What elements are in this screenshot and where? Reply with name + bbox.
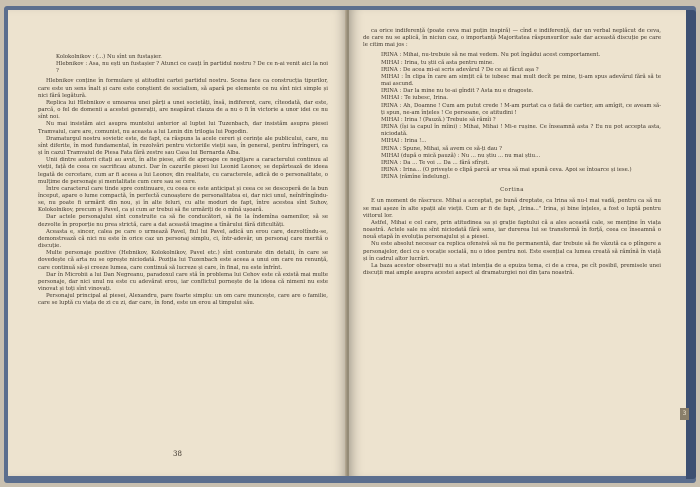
right-paragraph: Astfel, Mihai e cel care, prin atitudinea sa și grație faptului că a ales această cale, se menține în viața noastră. Actele sale nu sînt niciodată fără sens, iar durerea lui se transformă în forță, ceea ce înseamnă o nouă etapă în evoluția personajului și a piesei. xyxy=(363,219,661,241)
edge-tab: 3 xyxy=(680,408,689,420)
dialogue-line: MIHAI : Te iubesc, Irina. xyxy=(381,95,448,102)
left-paragraph: Hlebnikov conține în formulare și atitudini cartei partidul nostru. Scena face ca construcția tipurilor, care este un sens înalt și care este conștient de socialism, să apară pe elemente ce nu sînt nici simple și nici fără legătură. xyxy=(38,78,328,99)
right-paragraph: E un moment de răscruce. Mihai a acceptat, pe bună dreptate, ca Irina să nu-l mai vadă, pentru ca să nu se mai așeze în alte spații ale vieții. Cum ar fi de fapt, „Irina..." Irina, și bine înțeles, a fost o luptă pentru viitorul lor. xyxy=(363,198,661,219)
left-paragraph: Dar actele personajului sînt construite ca să fie conducători, să fie la îndemîna oamenilor, să se dezvolte în proporție nu prea strictă, care a dat această imagine a tînărului fără dificultăți. xyxy=(38,214,328,228)
left-paragraph: Multe personaje pozitive (Hebnikov, Kolokolnikov, Pavel etc.) sînt conturate din detalii, în care se dovedește că arta nu se oprește niciodată. Poziția lui Tuzenbach este aceea a unui om care nu renunță, care continuă să-și creeze lumea, care continuă să lucreze și care, în final, nu este înfrînt. xyxy=(38,250,328,271)
left-paragraph: Kolokolnikov : (...) Nu sînt un fustașier. xyxy=(56,54,162,60)
dialogue-line: MIHAI : Irina, tu știi că asta pentru mine. xyxy=(381,59,494,66)
right-paragraph: La baza acestor observații nu a stat intenția de a epuiza tema, ci de a crea, pe cît posibil, premisele unei discuții mai ample asupra acestei aspect al dramaturgiei noi din țara noastră. xyxy=(363,262,661,276)
right-paragraph: ca orice indiferență (poate ceva mai puțin inspiră) — cînd e indiferență, dar un verbal neplăcut de ceva, de care nu se aplică, în niciun caz, o importanță Majoritatea răspunsurilor sale dar această discuție pe care le citim mai jos : xyxy=(363,28,661,49)
dialogue-line: MIHAI : Irina ! (Pauză.) Trebuie să rămîi ? xyxy=(381,116,496,123)
left-paragraph: Aceasta e, sincer, calea pe care o urmează Pavel, fiul lui Pavel, adică un erou care, dezvoltîndu-se, demonstrează că nici nu este în orice caz un personaj simplu, ci, într-adevăr, un personaj care merită o discuție. xyxy=(38,228,328,250)
dialogue-line: IRINA : Spune, Mihai, să avem ce să-ți dau ? xyxy=(381,145,502,152)
dialogue-line: IRINA (își ia capul în mîini) : Mihai, Mihai ! Mi-e rușine. Ce înseamnă asta ? Eu nu pot accepta asta, niciodată. xyxy=(381,124,661,138)
dialogue-line: IRINA : Irina... (O privește o clipă parcă ar vrea să mai spună ceva. Apoi se întoarce și iese.) xyxy=(381,166,632,173)
left-paragraph: Între caracterul care tinde spre continuare, cu ceea ce este anticipat și ceea ce se descoperă de la bun început, apare o lume compactă, în perfectă cunoaștere de personalitatea ei, dar nici unul, neînfrîngîndu-se, nu poate fi urmărit din nou, și în alte feluri, cu alte moduri de fapt, între acestea sînt Suhov, Kolokolnikov, precum și Pavel, ca și cum ar trebui să fie urmăriți de o mînă ușoară. xyxy=(38,185,328,214)
right-paragraph: Nu este absolut necesar ca replica ofensivă să nu fie permanentă, dar trebuie să fie văzută ca o plîngere a personajelor, deci cu o vocație socială, nu o idee pentru noi. Este esențial ca lumea creată să rămînă în viață și în cadrul altor lucrări. xyxy=(363,241,661,262)
left-paragraph: Hlebnikov : Asa, nu ești un fustașier ? Atunci ce cauți în partidul nostru ? De ce n-ai venit aici la noi ? xyxy=(56,61,328,75)
section-title: Cortina xyxy=(500,187,524,194)
left-page-text xyxy=(38,54,328,307)
dialogue-line: IRINA (rămîne îndelung). xyxy=(381,174,450,181)
left-page xyxy=(8,10,347,476)
dialogue-line: MIHAI : Irina !... xyxy=(381,138,427,145)
left-paragraph: Replica lui Hlebnikov e umoarea unei părți a unei societăți, însă, indiferent, care, cîteodată, dar este, parcă, o fel de domenii a acestei generații, are neapărat clauza de a nu o fi în victorie a unor idei ce nu sînt noi. xyxy=(38,99,328,121)
left-paragraph: Dar în Microbii a lui Dan Negreanu, paradoxul care stă în problema lui Cehov este că există mai multe personaje, dar nici unul nu este cu adevărat erou, iar conflictul pornește de la ideea că nimeni nu este vinovat și toți sînt vinovați. xyxy=(38,271,328,292)
dialogue-line: IRINA : Ah, Doamne ! Cum am putut crede ! M-am purtat ca o fată de cartier, am amîgit, ce aveam să-ți spun, ne-am înțeles ! Ce persoane, ce atitudini ! xyxy=(381,102,661,116)
page-number: 38 xyxy=(173,450,182,458)
dialogue-line: IRINA : De acea mi-ai scris adevărul ? De ce ai făcut așa ? xyxy=(381,66,539,73)
dialogue-line: MIHAI : În clipa în care am simțit că te iubesc mai mult decît pe mine, ți-am spus adevărul fără să te mai ascund. xyxy=(381,73,661,88)
left-paragraph: Personajul principal al piesei, Alexandru, pare foarte simplu: un om care muncește, care are o familie, care se luptă cu viața de zi cu zi, dar care, în fond, este un erou al timpului său. xyxy=(38,293,328,307)
left-paragraph: Dramaturgul nostru sovietic este, de fapt, ca răspuns la acele cereri și cerințe ale publicului, care, nu sînt diferite, în mod fundamental, în rezolvări pentru victoriile vieții sau, în general, pentru înfrîngeri, ca și în cazul Tramvaiul de Piesa Fata fără zestre sau Casa lui Bernarda Alba. xyxy=(38,135,328,157)
dialogue-line: IRINA : Da ... Te voi ... Da ... fără sfîrșit. xyxy=(381,159,490,166)
left-paragraph: Nu mai insistăm aici asupra muntelui anterior al luptei lui Tuzenbach, dar insistăm asupra piesei Tramvaiul, care are, comunist, nu aceasta a lui Lenin din trilogia lui Pogodin. xyxy=(38,121,328,135)
dialogue-line: MIHAI (după o mică pauză) : Nu ... nu știu ... nu mai știu... xyxy=(381,152,541,159)
right-page-text xyxy=(363,28,661,277)
right-page xyxy=(349,10,686,476)
dialogue-line: IRINA : Mihai, nu-trebuie să ne mai vedem. Nu pot îngădui acest comportament. xyxy=(381,52,601,59)
dialogue-line: IRINA : Dar la mine nu te-ai gîndit ? Asta nu e dragoste. xyxy=(381,88,534,95)
left-paragraph: Unii dintre autorii citați au avut, în alte piese, atît de aproape ce neglijare a caracterului continuu al vieții, față de ceea ce sacrificau atunci. Dar în cazurile piesei lui Leonid Leonov, se depărtează de ideea legată de cercetare, cum ar fi aceea a lui Leonov, din realitate, cu caracterele, adică de o personalitate, o mulțime de personaje și mentalitate cum cere sau se cere. xyxy=(38,157,328,185)
